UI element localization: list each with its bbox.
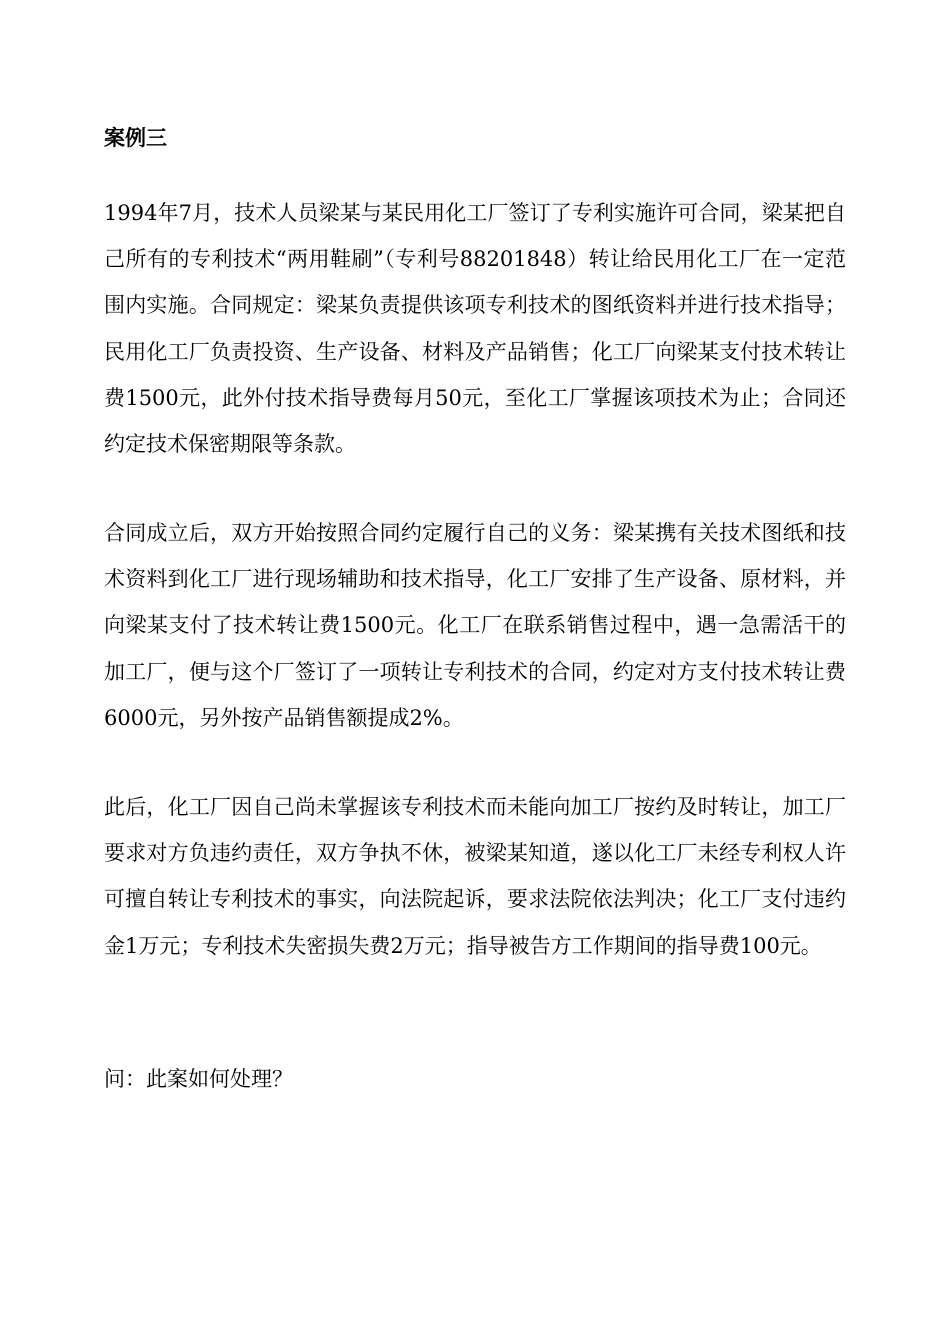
case-question: 问：此案如何处理？	[104, 1067, 293, 1091]
case-paragraph-2: 合同成立后，双方开始按照合同约定履行自己的义务：梁某携有关技术图纸和技术资料到化工厂进行现场辅助和技术指导，化工厂安排了生产设备、原材料，并向梁某支付了技术转让费1500元。化工厂在联系销售过程中，遇一急需活干的加工厂，便与这个厂签订了一项转让专利技术的合同，约定对方支付技术转让费6000元，另外按产品销售额提成2%。	[104, 521, 846, 730]
case-title: 案例三	[104, 126, 167, 150]
case-paragraph-1: 1994年7月，技术人员梁某与某民用化工厂签订了专利实施许可合同，梁某把自己所有的专利技术“两用鞋刷”（专利号88201848）转让给民用化工厂在一定范围内实施。合同规定：梁某负责提供该项专利技术的图纸资料并进行技术指导；民用化工厂负责投资、生产设备、材料及产品销售；化工厂向梁某支付技术转让费1500元，此外付技术指导费每月50元，至化工厂掌握该项技术为止；合同还约定技术保密期限等条款。	[104, 201, 846, 457]
case-paragraph-3: 此后，化工厂因自己尚未掌握该专利技术而未能向加工厂按约及时转让，加工厂要求对方负违约责任，双方争执不休，被梁某知道，遂以化工厂未经专利权人许可擅自转让专利技术的事实，向法院起诉，要求法院依法判决；化工厂支付违约金1万元；专利技术失密损失费2万元；指导被告方工作期间的指导费100元。	[104, 795, 846, 958]
